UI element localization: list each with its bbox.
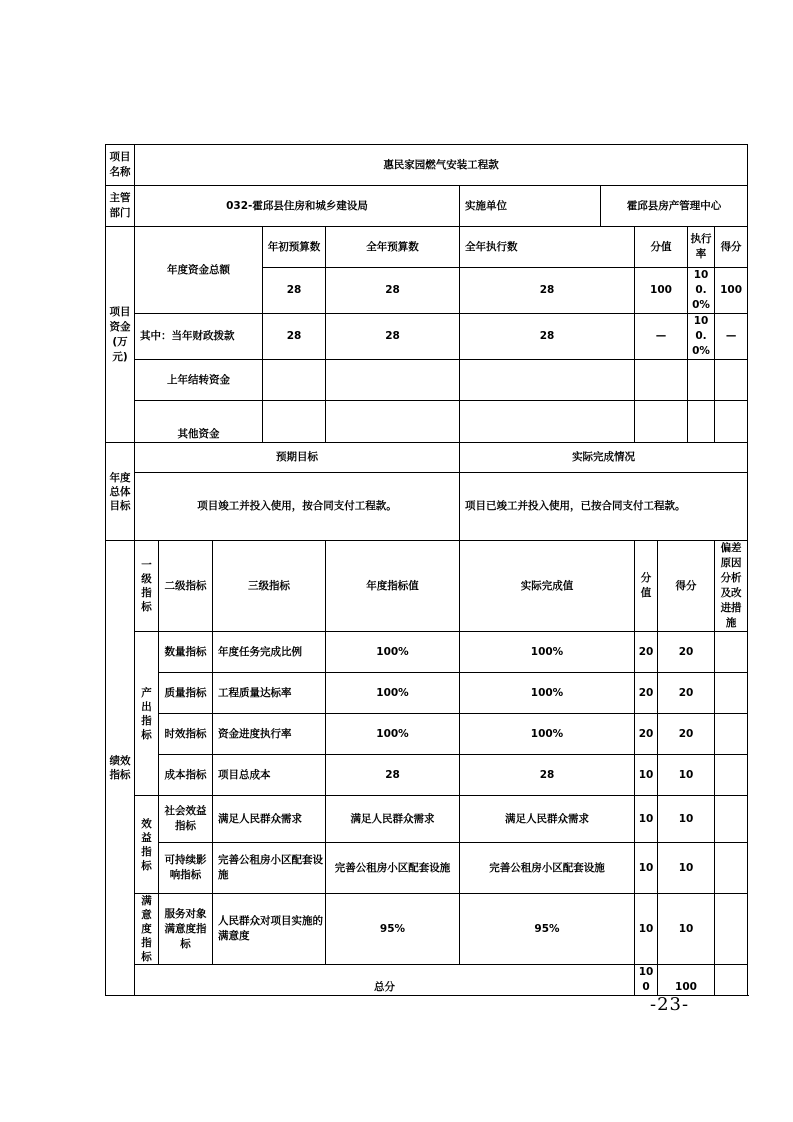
perf-section-label: 绩效指标 xyxy=(106,541,135,996)
funds-cell: 28 xyxy=(326,268,460,314)
target-value: 满足人民群众需求 xyxy=(326,796,460,843)
l2-label: 数量指标 xyxy=(159,632,213,673)
value-cell: 20 xyxy=(635,714,658,755)
score-cell: 20 xyxy=(658,673,715,714)
funds-cell: 28 xyxy=(326,314,460,360)
col-level1: 一级指标 xyxy=(135,541,159,632)
col-actual: 实际完成值 xyxy=(460,541,635,632)
value-cell: 20 xyxy=(635,632,658,673)
target-value: 完善公租房小区配套设施 xyxy=(326,843,460,894)
funds-cell: 100.0% xyxy=(688,314,715,360)
score-cell: 20 xyxy=(658,632,715,673)
funds-cell: 28 xyxy=(460,268,635,314)
value-cell: 10 xyxy=(635,843,658,894)
funds-row-label: 年度资金总额 xyxy=(135,227,263,314)
actual-value: 100% xyxy=(460,632,635,673)
goals-actual: 项目已竣工并投入使用，已按合同支付工程款。 xyxy=(460,473,748,541)
score-cell: 10 xyxy=(658,894,715,965)
dept-label: 主管部门 xyxy=(106,186,135,227)
total-label: 总分 xyxy=(135,965,635,996)
page-number: -23- xyxy=(650,994,690,1015)
target-value: 100% xyxy=(326,632,460,673)
col-target: 年度指标值 xyxy=(326,541,460,632)
col-level2: 二级指标 xyxy=(159,541,213,632)
funds-section-label: 项目资金(万元) xyxy=(106,227,135,443)
target-value: 100% xyxy=(326,714,460,755)
l2-label: 服务对象满意度指标 xyxy=(159,894,213,965)
impl-unit-label: 实施单位 xyxy=(460,186,601,227)
value-cell: 10 xyxy=(635,755,658,796)
funds-row-label: 其中：当年财政拨款 xyxy=(135,314,263,360)
score-cell: 20 xyxy=(658,714,715,755)
funds-cell: — xyxy=(635,314,688,360)
value-cell: 20 xyxy=(635,673,658,714)
target-value: 100% xyxy=(326,673,460,714)
project-name-label: 项目名称 xyxy=(106,145,135,186)
remark-cell xyxy=(715,755,748,796)
remark-cell xyxy=(715,894,748,965)
dept-value: 032-霍邱县住房和城乡建设局 xyxy=(135,186,460,227)
l3-label: 项目总成本 xyxy=(213,755,326,796)
col-full-year-exec: 全年执行数 xyxy=(460,227,635,268)
l3-label: 年度任务完成比例 xyxy=(213,632,326,673)
score-cell: 10 xyxy=(658,843,715,894)
output-label: 产出指标 xyxy=(135,632,159,796)
satisfaction-label: 满意度指标 xyxy=(135,894,159,965)
l2-label: 成本指标 xyxy=(159,755,213,796)
funds-cell: — xyxy=(715,314,748,360)
actual-value: 满足人民群众需求 xyxy=(460,796,635,843)
funds-cell: 28 xyxy=(460,314,635,360)
impl-unit-value: 霍邱县房产管理中心 xyxy=(601,186,748,227)
goals-section-label: 年度总体目标 xyxy=(106,443,135,541)
l3-label: 满足人民群众需求 xyxy=(213,796,326,843)
funds-cell: 28 xyxy=(263,268,326,314)
benefit-label: 效益指标 xyxy=(135,796,159,894)
performance-table xyxy=(105,144,748,996)
l2-label: 社会效益指标 xyxy=(159,796,213,843)
l3-label: 工程质量达标率 xyxy=(213,673,326,714)
project-name: 惠民家园燃气安装工程款 xyxy=(135,145,748,186)
funds-cell: 100.0% xyxy=(688,268,715,314)
l3-label: 资金进度执行率 xyxy=(213,714,326,755)
col-exec-rate: 执行率 xyxy=(688,227,715,268)
goals-expected: 项目竣工并投入使用，按合同支付工程款。 xyxy=(135,473,460,541)
l3-label: 完善公租房小区配套设施 xyxy=(213,843,326,894)
total-score: 100 xyxy=(658,965,715,996)
funds-cell: 28 xyxy=(263,314,326,360)
goals-expected-header: 预期目标 xyxy=(135,443,460,473)
actual-value: 100% xyxy=(460,714,635,755)
col-score-value: 分值 xyxy=(635,227,688,268)
actual-value: 100% xyxy=(460,673,635,714)
col-score: 得分 xyxy=(658,541,715,632)
goals-actual-header: 实际完成情况 xyxy=(460,443,748,473)
l2-label: 时效指标 xyxy=(159,714,213,755)
remark-cell xyxy=(715,632,748,673)
score-cell: 10 xyxy=(658,755,715,796)
col-value: 分值 xyxy=(635,541,658,632)
remark-cell xyxy=(715,796,748,843)
target-value: 95% xyxy=(326,894,460,965)
actual-value: 28 xyxy=(460,755,635,796)
score-cell: 10 xyxy=(658,796,715,843)
funds-row-label: 上年结转资金 xyxy=(135,360,263,401)
remark-cell xyxy=(715,843,748,894)
l3-label: 人民群众对项目实施的满意度 xyxy=(213,894,326,965)
l2-label: 可持续影响指标 xyxy=(159,843,213,894)
value-cell: 10 xyxy=(635,894,658,965)
funds-cell: 100 xyxy=(635,268,688,314)
remark-cell xyxy=(715,673,748,714)
actual-value: 95% xyxy=(460,894,635,965)
actual-value: 完善公租房小区配套设施 xyxy=(460,843,635,894)
col-initial-budget: 年初预算数 xyxy=(263,227,326,268)
col-full-year-budget: 全年预算数 xyxy=(326,227,460,268)
target-value: 28 xyxy=(326,755,460,796)
funds-cell: 100 xyxy=(715,268,748,314)
col-score: 得分 xyxy=(715,227,748,268)
value-cell: 10 xyxy=(635,796,658,843)
col-remark: 偏差原因分析及改进措施 xyxy=(715,541,748,632)
total-value: 100 xyxy=(635,965,658,996)
col-level3: 三级指标 xyxy=(213,541,326,632)
l2-label: 质量指标 xyxy=(159,673,213,714)
funds-row-label: 其他资金 xyxy=(135,401,263,443)
remark-cell xyxy=(715,714,748,755)
